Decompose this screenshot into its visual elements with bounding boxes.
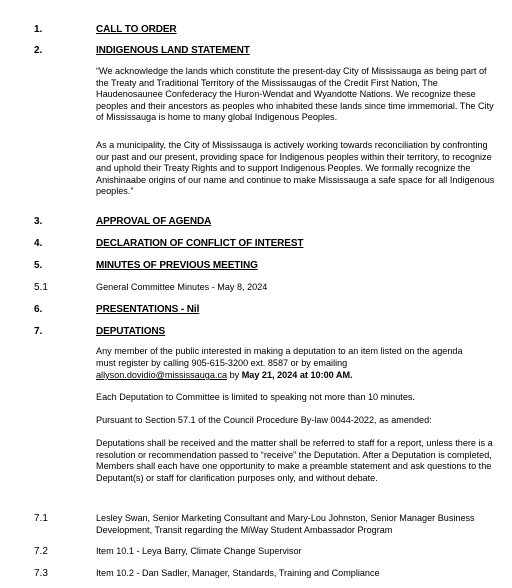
- heading-presentations: PRESENTATIONS - Nil: [96, 304, 200, 315]
- item-number-5: 5.: [34, 260, 43, 271]
- deputation-7-2-text: Item 10.1 - Leya Barry, Climate Change Supervisor: [96, 546, 302, 556]
- heading-indigenous-land-statement: INDIGENOUS LAND STATEMENT: [96, 45, 250, 56]
- item-number-6: 6.: [34, 304, 43, 315]
- deputation-bylaw-reference: Pursuant to Section 57.1 of the Council Procedure By-law 0044-2022, as amended:: [96, 415, 432, 425]
- deputation-7-1-text: Lesley Swan, Senior Marketing Consultant and Mary-Lou Johnston, Senior Manager Business Development, Transit regarding the MiWay Student Ambassador Program: [96, 513, 475, 535]
- item-number-7: 7.: [34, 326, 43, 337]
- deputation-info-line-2: must register by calling 905-615-3200 ext. 8587 or by emailing: [96, 358, 348, 368]
- item-number-1: 1.: [34, 24, 43, 35]
- land-statement-paragraph-2: As a municipality, the City of Mississauga is actively working towards reconciliation by confronting our past and our present, providing space for Indigenous peoples within their territory, to recognize and uphold their Treaty Rights and to support Indigenous Peoples. We formally recognize the Anishinaabe origins of our name and continue to make Mississauga a safe space for all Indigenous peoples.”: [96, 140, 495, 197]
- heading-approval-of-agenda: APPROVAL OF AGENDA: [96, 216, 212, 227]
- item-number-7-2: 7.2: [34, 546, 48, 557]
- land-statement-paragraph-1: “We acknowledge the lands which constitute the present-day City of Mississauga as being part of the Treaty and Traditional Territory of the Mississaugas of the Credit First Nation, The Haudenosaunee Confederacy the Huron-Wendat and Wyandotte Nations. We recognize these peoples and their ancestors as peoples who inhabited these lands since time immemorial. The City of Mississauga is home to many global Indigenous Peoples.: [96, 66, 494, 123]
- item-number-7-1: 7.1: [34, 513, 48, 524]
- minutes-item-text: General Committee Minutes - May 8, 2024: [96, 282, 268, 292]
- deputation-procedure-paragraph: Deputations shall be received and the matter shall be referred to staff for a report, unless there is a resolution or recommendation passed to “receive” the Deputation. After a Deputation is completed, Members shall each have one opportunity to make a preamble statement and ask questions to the Deputant(s) or staff for clarification purposes only, and without debate.: [96, 438, 493, 483]
- deputation-email-link[interactable]: allyson.dovidio@mississauga.ca: [96, 370, 228, 380]
- item-number-4: 4.: [34, 238, 43, 249]
- item-number-3: 3.: [34, 216, 43, 227]
- heading-minutes-previous-meeting: MINUTES OF PREVIOUS MEETING: [96, 260, 258, 271]
- deputation-7-3-text: Item 10.2 - Dan Sadler, Manager, Standards, Training and Compliance: [96, 568, 380, 578]
- heading-deputations: DEPUTATIONS: [96, 326, 166, 337]
- deputation-info-line-3: [96, 370, 353, 382]
- deputation-by-text: by: [227, 370, 242, 380]
- deputation-time-limit: Each Deputation to Committee is limited to speaking not more than 10 minutes.: [96, 392, 415, 402]
- deputation-info-line-1: Any member of the public interested in making a deputation to an item listed on the agenda: [96, 346, 463, 356]
- heading-declaration-of-conflict: DECLARATION OF CONFLICT OF INTEREST: [96, 238, 304, 249]
- item-number-5-1: 5.1: [34, 282, 48, 293]
- item-number-2: 2.: [34, 45, 43, 56]
- heading-call-to-order: CALL TO ORDER: [96, 24, 177, 35]
- deputation-deadline: May 21, 2024 at 10:00 AM.: [241, 370, 353, 380]
- item-number-7-3: 7.3: [34, 568, 48, 579]
